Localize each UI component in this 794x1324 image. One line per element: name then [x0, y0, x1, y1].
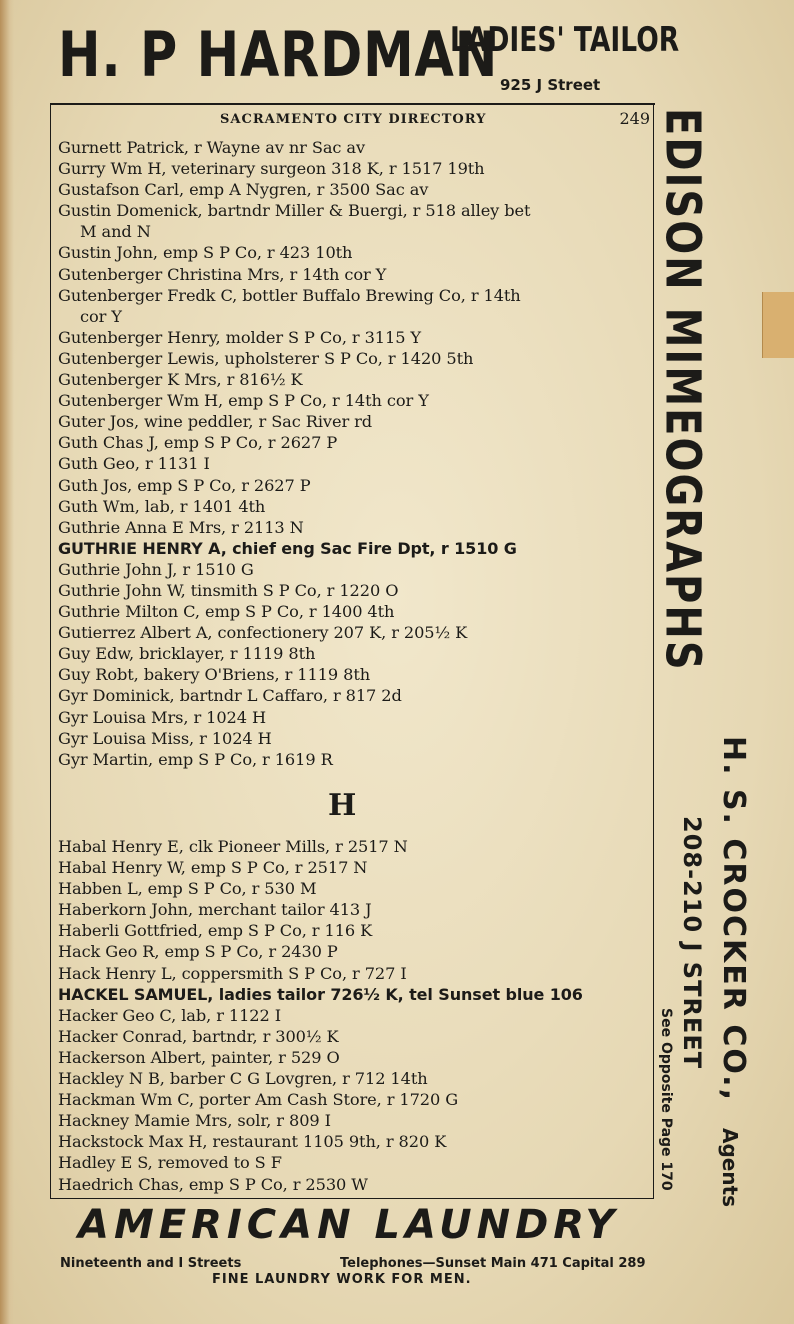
entry-text: Hacker Conrad, bartndr, r 300½ K: [58, 1026, 339, 1046]
entry-text: Haberli Gottfried, emp S P Co, r 116 K: [58, 921, 373, 941]
directory-entry: [58, 1131, 652, 1152]
directory-entry: [58, 348, 652, 369]
laundry-advertisement: [58, 1200, 708, 1300]
hardman-name: H. P HARDMAN: [58, 18, 499, 91]
entry-text: Guy Edw, bricklayer, r 1119 8th: [58, 644, 316, 664]
directory-entry: [58, 496, 652, 517]
directory-entry: [58, 538, 652, 559]
entry-text: Guter Jos, wine peddler, r Sac River rd: [58, 412, 373, 432]
crocker-agents: Agents: [718, 1128, 742, 1208]
directory-entry: [58, 685, 652, 706]
entry-text: Hackstock Max H, restaurant 1105 9th, r 820 K: [58, 1132, 447, 1152]
header-rule: [50, 103, 655, 105]
entry-text: Habben L, emp S P Co, r 530 M: [58, 879, 317, 899]
directory-entry: [58, 749, 652, 770]
directory-entry: [58, 984, 652, 1005]
directory-entry: [58, 963, 652, 984]
entry-text: Gyr Louisa Mrs, r 1024 H: [58, 707, 267, 727]
entry-text: Habal Henry E, clk Pioneer Mills, r 2517 N: [58, 837, 408, 856]
directory-entry: [58, 179, 652, 200]
entry-text: Gustin Domenick, bartndr Miller & Buergi, r 518 alley bet: [58, 201, 531, 221]
entry-text: Gutierrez Albert A, confectionery 207 K, r 205½ K: [58, 623, 468, 643]
entry-text: Guth Wm, lab, r 1401 4th: [58, 496, 266, 516]
hardman-address: 925 J Street: [500, 76, 601, 94]
entry-text: Guthrie John J, r 1510 G: [58, 559, 254, 579]
hardman-advertisement: [58, 12, 708, 98]
directory-entry: [58, 728, 652, 749]
entry-text: Gyr Dominick, bartndr L Caffaro, r 817 2d: [58, 686, 402, 706]
entry-text: Gyr Martin, emp S P Co, r 1619 R: [58, 749, 333, 769]
directory-entry: [58, 1152, 652, 1173]
directory-entry: [58, 643, 652, 664]
entry-text: Guthrie Anna E Mrs, r 2113 N: [58, 517, 304, 537]
entry-text: Gustafson Carl, emp A Nygren, r 3500 Sac av: [58, 180, 429, 200]
entry-text: Guthrie Milton C, emp S P Co, r 1400 4th: [58, 602, 395, 622]
directory-entry: [58, 622, 652, 643]
directory-entry: [58, 242, 652, 263]
section-letter: H: [328, 788, 357, 823]
page-edge: [0, 0, 14, 1324]
hardman-trade: LADIES' TAILOR: [450, 20, 680, 60]
entry-text: Hackman Wm C, porter Am Cash Store, r 1720 G: [58, 1090, 459, 1110]
edison-advertisement: [654, 108, 710, 728]
directory-entry: [58, 707, 652, 728]
entry-text: Hack Geo R, emp S P Co, r 2430 P: [58, 942, 338, 962]
entry-text: Hackerson Albert, painter, r 529 O: [58, 1047, 340, 1067]
directory-entry: [58, 517, 652, 538]
directory-entry: [58, 899, 652, 920]
entry-text: Guthrie John W, tinsmith S P Co, r 1220 O: [58, 580, 399, 600]
directory-entry: [58, 1174, 652, 1195]
directory-entry: [58, 137, 652, 158]
entry-continuation: M and N: [80, 222, 151, 242]
entry-text: Guth Geo, r 1131 I: [58, 454, 210, 474]
directory-entry: [58, 327, 652, 348]
directory-entry: [58, 264, 652, 285]
entry-text: HACKEL SAMUEL, ladies tailor 726½ K, tel Sunset blue 106: [58, 984, 583, 1004]
directory-entry: [58, 453, 652, 474]
entry-text: Gutenberger K Mrs, r 816½ K: [58, 370, 303, 390]
entry-text: Haedrich Chas, emp S P Co, r 2530 W: [58, 1174, 368, 1194]
entry-text: Gurry Wm H, veterinary surgeon 318 K, r 1517 19th: [58, 159, 485, 179]
entry-text: Guy Robt, bakery O'Briens, r 1119 8th: [58, 665, 371, 685]
entry-text: Hacker Geo C, lab, r 1122 I: [58, 1005, 282, 1025]
laundry-name: AMERICAN LAUNDRY: [78, 1202, 620, 1248]
entry-text: Gustin John, emp S P Co, r 423 10th: [58, 243, 353, 263]
directory-entry: [58, 369, 652, 390]
directory-entries-g: [58, 137, 652, 770]
index-tab: [762, 292, 794, 358]
entry-text: Hack Henry L, coppersmith S P Co, r 727 I: [58, 963, 407, 983]
directory-entry: [58, 475, 652, 496]
entry-text: Hackley N B, barber C G Lovgren, r 712 14th: [58, 1069, 428, 1089]
entry-text: Hadley E S, removed to S F: [58, 1153, 282, 1173]
directory-entry: [58, 432, 652, 453]
directory-entry: [58, 664, 652, 685]
laundry-tagline: FINE LAUNDRY WORK FOR MEN.: [212, 1272, 472, 1287]
entry-text: Hackney Mamie Mrs, solr, r 809 I: [58, 1111, 331, 1131]
directory-title: SACRAMENTO CITY DIRECTORY: [220, 112, 487, 127]
directory-entry: [58, 836, 652, 857]
entry-text: Gutenberger Fredk C, bottler Buffalo Brewing Co, r 14th: [58, 285, 521, 305]
entry-text: Guth Chas J, emp S P Co, r 2627 P: [58, 433, 338, 453]
crocker-advertisement: [658, 736, 766, 1208]
directory-entry: [58, 1068, 652, 1089]
page-number: 249: [619, 109, 650, 128]
laundry-phones: Telephones—Sunset Main 471 Capital 289: [340, 1256, 646, 1271]
left-column-rule: [50, 105, 51, 1199]
directory-entry: [58, 200, 652, 242]
directory-entry: [58, 941, 652, 962]
directory-entry: [58, 920, 652, 941]
crocker-street: 208-210 J STREET: [678, 816, 706, 1070]
directory-entry: [58, 1047, 652, 1068]
directory-entry: [58, 878, 652, 899]
laundry-address: Nineteenth and I Streets: [60, 1256, 242, 1271]
entry-text: Guth Jos, emp S P Co, r 2627 P: [58, 475, 311, 495]
crocker-name: H. S. CROCKER CO.,: [716, 736, 751, 1102]
entry-text: Habal Henry W, emp S P Co, r 2517 N: [58, 858, 368, 878]
directory-entry: [58, 411, 652, 432]
directory-entry: [58, 601, 652, 622]
entry-text: Gutenberger Henry, molder S P Co, r 3115 Y: [58, 327, 422, 347]
entry-text: GUTHRIE HENRY A, chief eng Sac Fire Dpt, r 1510 G: [58, 538, 517, 558]
entry-text: Gutenberger Wm H, emp S P Co, r 14th cor Y: [58, 391, 429, 411]
directory-entry: [58, 390, 652, 411]
entry-text: Haberkorn John, merchant tailor 413 J: [58, 900, 372, 920]
entry-continuation: cor Y: [80, 306, 122, 326]
entry-text: Gutenberger Lewis, upholsterer S P Co, r 1420 5th: [58, 348, 474, 368]
directory-entry: [58, 580, 652, 601]
edison-mimeographs-text: EDISON MIMEOGRAPHS: [654, 108, 710, 672]
directory-entry: [58, 285, 652, 327]
directory-entry: [58, 559, 652, 580]
directory-entries-h: [58, 836, 652, 1195]
directory-entry: [58, 1089, 652, 1110]
directory-entry: [58, 1110, 652, 1131]
directory-entry: [58, 158, 652, 179]
entry-text: Gutenberger Christina Mrs, r 14th cor Y: [58, 264, 387, 284]
directory-entry: [58, 1005, 652, 1026]
directory-entry: [58, 1026, 652, 1047]
bottom-rule: [50, 1198, 654, 1199]
entry-text: Gurnett Patrick, r Wayne av nr Sac av: [58, 138, 366, 157]
entry-text: Gyr Louisa Miss, r 1024 H: [58, 728, 272, 748]
directory-entry: [58, 857, 652, 878]
crocker-see-page: See Opposite Page 170: [658, 1008, 674, 1191]
running-head: [58, 110, 652, 132]
